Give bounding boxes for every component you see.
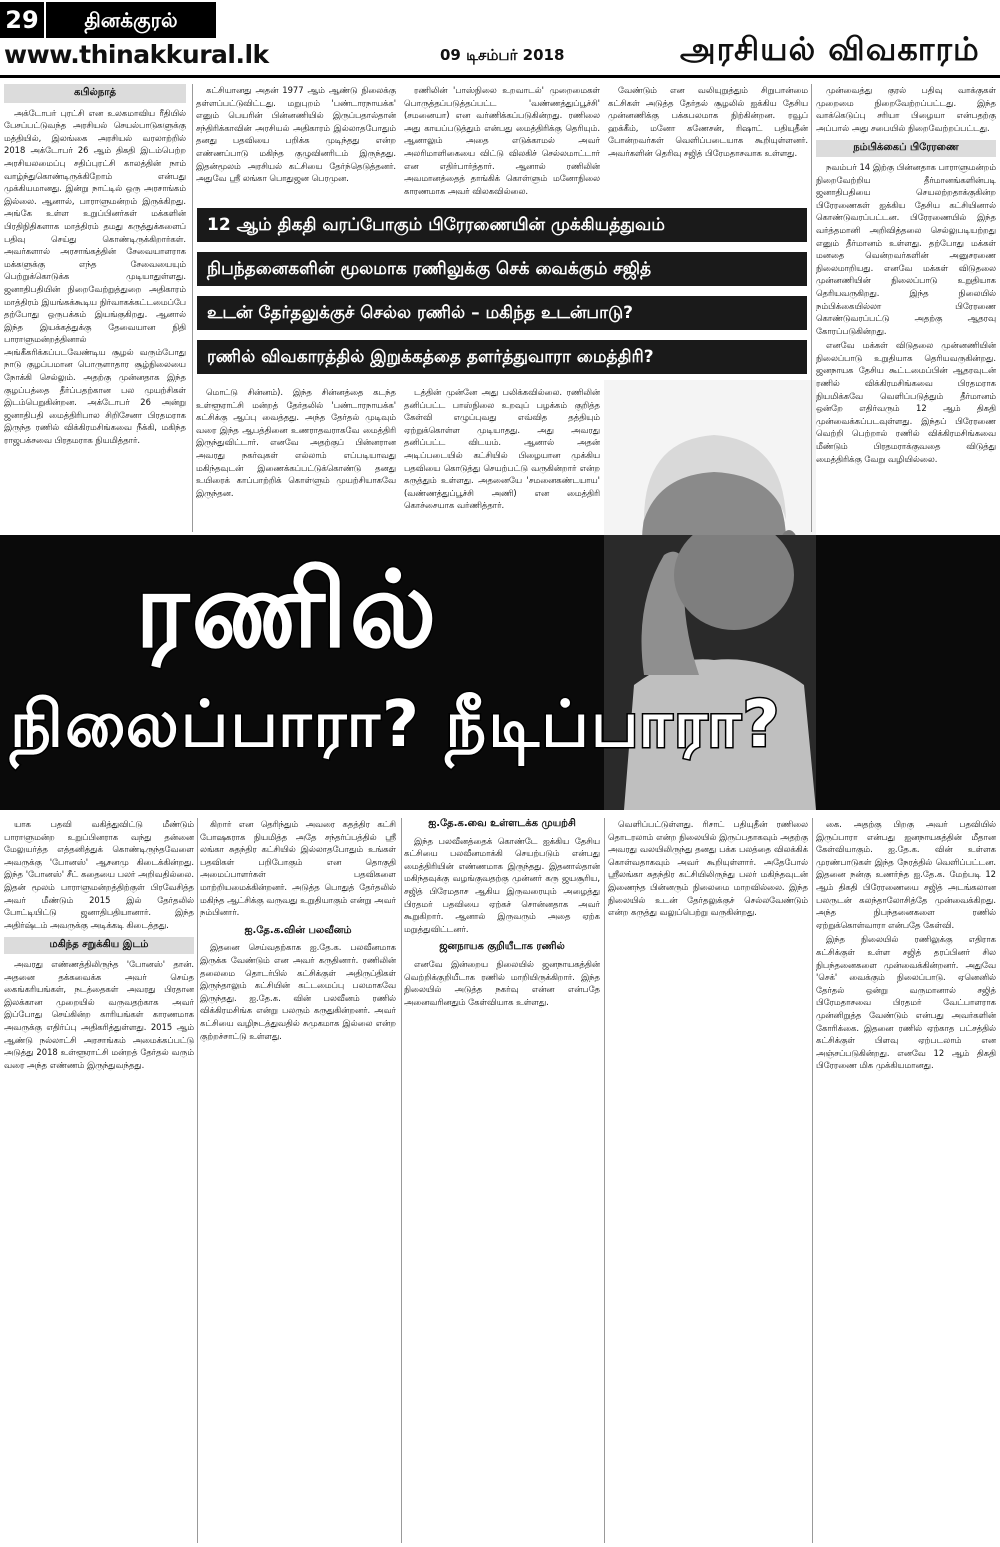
article-col-mid-1 (196, 386, 396, 532)
body-text: நவம்பர் 14 இற்கு பின்னதாக பாராளுமன்றம் நிறைவேற்றிய தீர்மானங்களின்படி ஜனாதிபதியை செயலற்றதாக்குகின்ற பிரேரணைகள் ஐக்கிய தேசிய கட்சியினால் கொண்டுவரப்பட்டன. பிரேரணையில் இந்த வர்த்தமானி அறிவித்தலை செல்லுபடியற்றது எனும் தீர்மானம் உள்ளது. தற்போது மக்கள் மனதை வென்றவர்களின் அனுசரணை நிலைமாறியது. எனவே மக்கள் விடுதலை முன்னணியின் நிலைப்பாடு உறுதியாக தெரியவருகிறது. இந்த நிலையில் நம்பிக்கையில்லா பிரேரணை கொண்டுவரப்பட்டு அதற்கு ஆதரவு கோரப்படுகின்றது. (816, 161, 996, 336)
subhead-confidence-motion: நம்பிக்கைப் பிரேரணை (816, 140, 996, 157)
article-col-low-1 (4, 818, 194, 1543)
body-text: டத்தின் முன்னே அது பலிக்கவில்லை. ரணிலின் தனிப்பட்ட பாஸ்நிலை உறவுப் பழக்கம் குறித்த கேள்வி எழுப்புவது எவ்வித தத்தியும் ஏற்றுக்கொள்ள முடியாதது. அது அவரது தனிப்பட்ட விடயம். ஆனால் அதன் அடிப்படையில் கட்சியில் பிழையான முக்கிய பதவியை கொடுத்து செயற்பட்டு வருகின்றார் என்ற கருத்தும் உள்ளது. அதனையே 'சமனைகண்டயாய' (வண்ணத்துப்பூச்சி அணி) என மைத்திரி கொச்சையாக வர்ணித்தார். (404, 387, 600, 511)
article-col-low-5 (816, 818, 996, 1543)
subhead-unp-internal: ஐ.தே.க.வை உள்ளடக்க முயற்சி (428, 818, 576, 829)
article-col-low-2 (200, 818, 396, 1543)
body-text: இதனை செய்வதற்காக ஐ.தே.க. பலவீனமாக இருக்க வேண்டும் என அவர் கருதினார். ரணிலின் தலைமை தொடர்பில் கட்சிக்குள் அதிருப்திகள் இருந்தாலும் கட்சியின் கட்டமைப்பு பலமாகவே இருந்தது. ஐ.தே.க. வின் பலவீனம் ரணில் விக்கிரமசிங்க என்று பலரும் கருதுகின்றனர். அவர் கட்சியை வழிநடத்துவதில் சுமுகமாக இல்லை என்ற குற்றச்சாட்டு உள்ளது. (200, 942, 396, 1041)
column-rule (811, 84, 812, 532)
paper-name: தினக்குரல் (84, 8, 178, 32)
body-text: அக்டோபர் புரட்சி என உலகமாவிய ரீதியில் பேசப்பட்டுவந்த அரசியல் செயல்பாடுகளுக்கு மத்தியில், இலங்கை அரசியல் வரலாற்றில் 2018 அக்டோபர் 26 ஆம் திகதி இடம்பெற்ற அரசியலமைப்பு சதிப்புரட்சி காலத்தின் நாம் வாழ்ந்துகொண்டிருக்கிறோம் என்பது முக்கியமானது. இன்று நாட்டில் ஒரு அரசாங்கம் இல்லை. ஆனால், பாராளுமன்றம் இருக்கிறது. அங்கே உள்ள உறுப்பினர்கள் மக்களின் பிரதிநிதிகளாக மாத்திரம் தமது கருத்துக்களைப் பதிவு செய்து கொண்டிருக்கிறார்கள். அவர்களால் அரசாங்கத்தின் சேவையாளராக மக்களுக்கு எந்த சேவையையும் பெற்றுக்கொடுக்க முடியாதுள்ளது. ஜனாதிபதியின் நிறைவேற்றுத்துறை அதிகாரம் மாத்திரம் இயங்கக்கூடிய நிர்வாகக்கட்டமைப்பே தற்போது ஒருபக்கம் இயங்குகிறது. ஆனால் இந்த இயக்கத்துக்கு தேவையான நிதி பாராளுமன்றத்தினால் அங்கீகரிக்கப்படவேண்டிய சூழல் வரும்போது நாடு குழப்பமான பொருளாதார சூழ்நிலையை நோக்கி செல்லும். அதற்கு முன்னதாக இந்த குழப்பத்தை தீர்ப்பதற்கான பல முயற்சிகள் இடம்பெறுகின்றன. அக்டோபர் 26 அன்று ஜனாதிபதி மைத்திரிபால சிறிசேனா பிரதமராக இருந்த ரணில் விக்கிரமசிங்கவை நீக்கி, மகிந்த ராஜபக்சவை பிரதமராக நியமித்தார். (4, 107, 186, 446)
subhead-unp-weakness: ஐ.தே.க.வின் பலவீனம் (244, 924, 352, 936)
body-text: எனவே இன்றைய நிலையில் ஜனநாயகத்தின் வெற்றிக்குறியீடாக ரணில் மாறியிருக்கிறார். இந்த நிலையில் அடுத்த நகர்வு என்ன என்பதே அனைவரினதும் கேள்வியாக உள்ளது. (404, 958, 600, 1007)
column-rule (192, 84, 193, 532)
masthead-rule (0, 75, 1000, 78)
body-text: எனவே மக்கள் விடுதலை முன்னணியின் நிலைப்பாடு உறுதியாக தெரியவருகின்றது. ஜனநாயக தேசிய கூட்டமைப்பின் ஆதரவுடன் ரணில் விக்கிரமசிங்கவை பிரதமராக நியமிக்கவே வெளிப்படுத்தும் தீர்மானம் ஒன்றே எதிர்வரும் 12 ஆம் திகதி முன்வைக்கப்படவுள்ளது. இந்தப் பிரேரணை வெற்றி பெற்றால் ரணில் விக்கிரமசிங்கவை மீண்டும் பிரதமராக்குவதை விடுத்து மைத்திரிக்கு வேறு வழியில்லை. (816, 340, 996, 464)
article-col-top-4 (608, 84, 808, 202)
masthead (0, 0, 1000, 78)
subhead-mahinda-place: மகிந்த சறுக்கிய இடம் (4, 937, 194, 954)
body-text: மொட்டு சின்னம்). இந்த சின்னத்தை கடந்த உள்ளூராட்சி மன்றத் தேர்தலில் 'பண்டாரநாயக்க' கட்சிக்கு ஆப்பு வைத்தது. அந்த தேர்தல் முடிவும் வரை இந்த ஆபத்தினை உணராதவராகவே மைத்திரி இருந்துவிட்டார். எனவே அதற்குப் பின்னரான அவரது நகர்வுகள் எல்லாம் எப்படியாவது மகிந்தவுடன் இணைக்கப்பட்டுக்கொண்டு தனது உயிரைக் காப்பாற்றிக் கொள்ளும் முயற்சியாகவே இருந்தன. (196, 387, 396, 498)
article-col-low-4 (608, 818, 808, 1543)
main-headline-line2: நிலைப்பாரா? நீடிப்பாரா? (10, 688, 782, 762)
headline-2: நிபந்தனைகளின் மூலமாக ரணிலுக்கு செக் வைக்கும் சஜித் (195, 250, 809, 288)
body-text: இந்த பலவீனத்தைக் கொண்டே ஐக்கிய தேசிய கட்சியை பலவீனமாக்கி செயற்படும் என்பது மைத்திரியின் எண்ணமாக இருந்தது. இதனால்தான் மகிந்தவுக்கு வழங்குவதற்கு முன்னர் கரு ஜயசூரிய, சஜித் பிரேமதாச ஆகிய இருவரையும் அழைத்து பிரதமர் பதவியை ஏற்கச் சொன்னதாக அவர் கூறுகிறார். ஆனால் இருவரும் அதை ஏற்க மறுத்துவிட்டனர். (404, 835, 600, 934)
body-text: வேண்டும் என வலியுறுத்தும் சிறுபான்மை கட்சிகள் அடுத்த தேர்தல் சூழலில் ஐக்கிய தேசிய முன்னணிக்கு பக்கபலமாக நிற்கின்றன. ரவூப் ஹக்கீம், மனோ கணேசன், ரிஷாட் பதியுதீன் போன்றவர்கள் வெளிப்படையாக கூறியுள்ளனர். அவர்களின் தெரிவு சஜித் பிரேமதாசவாக உள்ளது. (608, 85, 808, 158)
headline-4: ரணில் விவகாரத்தில் இறுக்கத்தை தளர்த்துவாரா மைத்திரி? (195, 338, 809, 376)
article-col-mid-2 (404, 386, 600, 532)
main-headline-line1: ரணில் (135, 549, 439, 671)
body-text: யாக பதவி வகித்துவிட்டு மீண்டும் பாராளுமன்ற உறுப்பினராக வந்து தன்னை மேலுயர்த்த எத்தனித்துக் கொண்டிருந்தவேளை அவருக்கு 'போனஸ்' ஆசனமு கிடைக்கின்றது. இந்த 'போனஸ்' சீட் கதையை பலர் அறிவதில்லை. இதன் மூலம் பாராளுமன்றத்திற்குள் பிரவேசித்த அவர் மீண்டும் 2015 இல் தேர்தலில் போட்டியிட்டு ஜனாதிபதியானார். இந்த அதிர்ஷ்டம் அவருக்கு அடிக்கடி கிடைத்தது. (4, 819, 194, 930)
headline-3: உடன் தேர்தலுக்குச் செல்ல ரணில் – மகிந்த உடன்பாடு? (195, 294, 809, 332)
body-text: முன்வைத்து குரல் பதிவு வாக்குகள் முறைமை நிறைவேற்றப்பட்டது. இந்த வாக்கெடுப்பு சரியா பிழையா என்பதற்கு அப்பால் அது சபையில் நிறைவேற்றப்பட்டது. (816, 85, 996, 133)
page-number: 29 (5, 6, 39, 34)
issue-date: 09 டிசம்பர் 2018 (440, 46, 565, 64)
article-col-top-5 (816, 84, 996, 532)
subhead-democracy-ranil: ஜனநாயக குறியீடாக ரணில் (439, 941, 565, 953)
paper-logo (46, 2, 216, 38)
column-rule (197, 818, 198, 1543)
headline-1: 12 ஆம் திகதி வரப்போகும் பிரேரணையின் முக்கியத்துவம் (195, 206, 809, 244)
article-col-top-2 (196, 84, 396, 202)
body-text: இந்த நிலையில் ரணிலுக்கு எதிராக கட்சிக்குள் உள்ள சஜித் தரப்பினர் சில நிபந்தனைகளை முன்வைக்கின்றனர். அதுவே 'செக்' வைக்கும் நிலைப்பாடு. ஏனெனில் தேர்தல் ஒன்று வருமானால் சஜித் பிரேமதாசவை பிரதமர் வேட்பாளராக முன்னிறுத்த வேண்டும் என்பது அவர்களின் கோரிக்கை. இதனை ரணில் ஏற்காத பட்சத்தில் கட்சிக்குள் பிளவு ஏற்படலாம் என அஞ்சப்படுகின்றது. எனவே 12 ஆம் திகதி பிரேரணை மிக முக்கியமானது. (816, 934, 996, 1071)
body-text: கை. அதற்கு பிறகு அவர் பதவியில் இருப்பாரா என்பது ஐனநாயகத்தின் மீதான கேள்வியாகும். ஐ.தே.க. வின் உள்ளக முரண்பாடுகள் இந்த நேரத்தில் வெளிப்பட்டன. இதனை நன்கு உணர்ந்த ஐ.தே.க. மேற்படி 12 ஆம் திகதி பிரேரணையை சஜித் அடங்கலான பலருடன் கலந்தாலோசித்தே முன்வைக்கிறது. அந்த நிபந்தனைகளை ரணில் ஏற்றுக்கொள்வாரா என்பதே கேள்வி. (816, 819, 996, 930)
body-text: கிறார் என தெரிந்தும் அவரை கதத்திர கட்சி போஷகராக நியமித்த அதே சந்தர்ப்பத்தில் ஸ்ரீ லங்கா சுதந்திர கட்சியில் இல்லாதபோதும் உங்கள் பதவிகள் பறிபோகும் என தொகுதி அமைப்பாளர்கள் பதவிகளை மாற்றியமைக்கின்றனர். அடுத்த பொதுத் தேர்தலில் மகிந்த ஆட்சிக்கு வருவது உறுதியாகும் என்று அவர் நம்பினார். (200, 819, 396, 918)
article-col-low-3 (404, 818, 600, 1543)
article-col-top-1 (4, 84, 186, 532)
website: www.thinakkural.lk (4, 40, 269, 69)
section-title: அரசியல் விவகாரம் (680, 30, 980, 68)
column-rule (401, 818, 402, 1543)
body-text: வெளிப்பட்டுள்ளது. ரிசாட் பதியுதீன் ரணிலை தொடரலாம் என்ற நிலையில் இருப்பதாகவும் அதற்கு அவரது வலயிலிருந்து தனது பக்க பலத்தை விலக்கிக் கொள்வதாகவும் அவர் கூறியுள்ளார். அதேபோல் ஸ்ரீலங்கா சுதந்திர கட்சியிலிருந்து பலர் மகிந்தவுடன் இணைந்த பின்னரும் நிலைமை மாறவில்லை. இந்த நிலையில் உடன் தேர்தலுக்குச் செல்லவேண்டும் என்ற கருத்து வலுப்பெற்று வருகின்றது. (608, 819, 808, 918)
body-text: ரணிலின் 'பாஸ்நிலை உறவாடல்' முறைமைகள் பொருத்தப்படுத்தப்பட்ட 'வண்ணத்துப்பூச்சி' (சமனையா) என வர்ணிக்கப்படுகின்றது. ரணிலை அது காயப்படுத்தும் என்பது மைத்திரிக்கு தெரியும். ஆனாலும் அதை எடுக்காமல் அவர் அலரிமாளிகையை விட்டு விலகிச் செல்லமாட்டார் என எதிர்பார்த்தார். ஆனால் ரணிலின் அவமானத்தைத் தாங்கிக் கொள்ளும் மனோநிலை காரணமாக அவர் விலகவில்லை. (404, 85, 600, 196)
article-col-top-3 (404, 84, 600, 202)
body-text: கட்சியானது அதன் 1977 ஆம் ஆண்டு நிலைக்கு தள்ளப்பட்டுவிட்டது. மறுபுறம் 'பண்டாரநாயக்க' எனும் பெயரின் பின்னணியில் இருப்பதால்தான் சந்திரிக்காவின் அரசியல் அதிகாரம் இல்லாதபோதும் தனது பதவியை பறிக்க முடிந்தது என்ற எண்ணப்பாடு மகிந்த குழுவினரிடம் இருந்தது. இதன்மூலம் அரசியல் கட்சியை தேர்ந்தெடுத்தனர். அதுவே ஸ்ரீ லங்கா பொதுஜன பெரமுன. (196, 85, 396, 184)
column-rule (604, 818, 605, 1543)
byline: கபில்நாத் (4, 84, 186, 103)
column-rule (812, 818, 813, 1543)
body-text: அவரது எண்ணத்திலிருந்த 'போனஸ்' தான். அதனை தக்கவைக்க அவர் செய்த கைங்கரியங்கள், நடத்தைகள் அவரது பிரதான இலக்கான முறையில் வருவதற்காக அவர் இப்போது செய்கின்ற காரியங்கள் காரணமாக அவருக்கு எதிர்ப்பு அதிகரித்துள்ளது. 2015 ஆம் ஆண்டு நல்லாட்சி அரசாங்கம் அமைக்கப்பட்டு அடுத்து 2018 உள்ளூராட்சி மன்றத் தேர்தல் வரும் வரை அந்த எண்ணம் இருந்துவந்தது. (4, 958, 194, 1070)
page-number-box (0, 2, 44, 38)
